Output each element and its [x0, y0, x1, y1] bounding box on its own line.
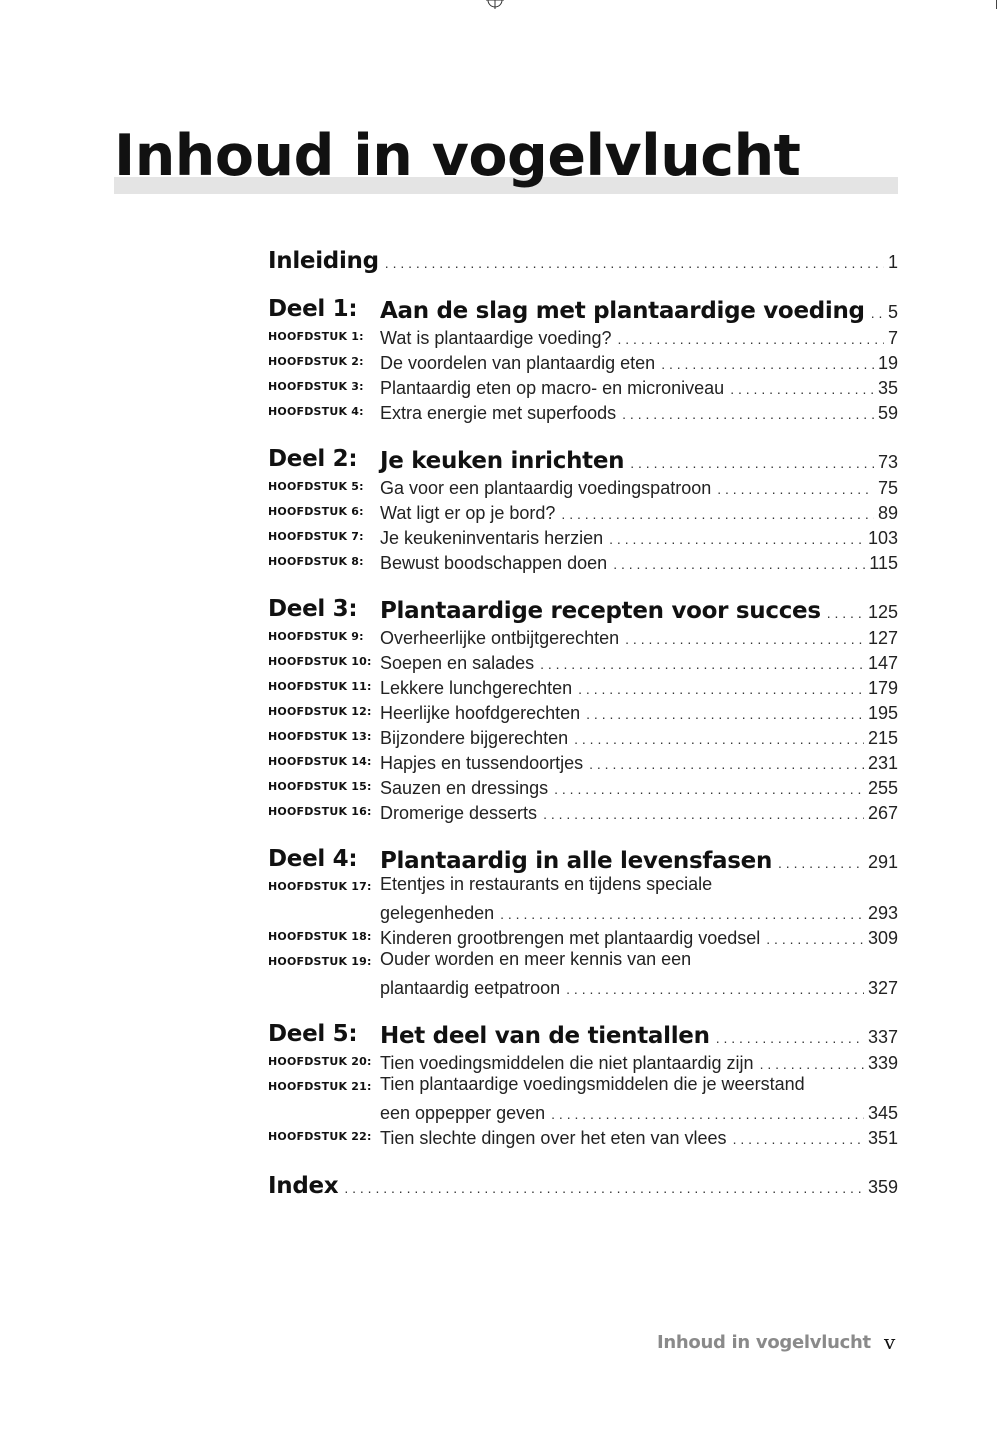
intro-title: Inleiding: [268, 248, 379, 274]
chapter-page: 309: [867, 928, 898, 948]
toc-entry-intro[interactable]: [268, 240, 898, 274]
chapter-title: Bewust boodschappen doen: [380, 553, 608, 573]
page-number: v: [884, 1330, 896, 1354]
chapter-page: 339: [867, 1053, 898, 1073]
chapter-page: 215: [867, 728, 898, 748]
part-page: 73: [877, 452, 898, 472]
toc-entry-index[interactable]: [268, 1165, 898, 1199]
dot-leader: [630, 455, 874, 471]
toc-part-4[interactable]: [268, 840, 898, 874]
chapter-title-cont: plantaardig eetpatroon: [380, 978, 561, 998]
dot-leader: [622, 406, 874, 422]
toc-chapter-14[interactable]: [268, 749, 898, 774]
toc-part-1[interactable]: [268, 290, 898, 324]
chapter-title: Heerlijke hoofdgerechten: [380, 703, 581, 723]
toc-part-2[interactable]: [268, 440, 898, 474]
chapter-page: 255: [867, 778, 898, 798]
chapter-page: 59: [877, 403, 898, 423]
part-page: 291: [867, 852, 898, 872]
chapter-label: HOOFDSTUK 20:: [268, 1055, 372, 1068]
toc-chapter-3[interactable]: [268, 374, 898, 399]
chapter-page: 293: [867, 903, 898, 923]
chapter-page: 89: [877, 503, 898, 523]
toc-chapter-2[interactable]: [268, 349, 898, 374]
chapter-label: HOOFDSTUK 22:: [268, 1130, 372, 1143]
dot-leader: [661, 356, 874, 372]
chapter-label: HOOFDSTUK 4:: [268, 405, 364, 418]
chapter-page: 327: [867, 978, 898, 998]
chapter-label: HOOFDSTUK 13:: [268, 730, 372, 743]
dot-leader: [566, 981, 864, 997]
dot-leader: [766, 931, 864, 947]
chapter-label: HOOFDSTUK 16:: [268, 805, 372, 818]
dot-leader: [778, 855, 864, 871]
chapter-page: 267: [867, 803, 898, 823]
chapter-title: Wat ligt er op je bord?: [380, 503, 556, 523]
part-page: 337: [867, 1027, 898, 1047]
chapter-title: Tien plantaardige voedingsmiddelen die je weerstand: [380, 1074, 805, 1094]
toc-chapter-5[interactable]: [268, 474, 898, 499]
chapter-page: 19: [877, 353, 898, 373]
chapter-page: 115: [869, 553, 898, 573]
toc-part-3[interactable]: [268, 590, 898, 624]
chapter-label: HOOFDSTUK 3:: [268, 380, 364, 393]
toc-chapter-21-cont[interactable]: [268, 1099, 898, 1124]
toc-chapter-20[interactable]: [268, 1049, 898, 1074]
dot-leader: [589, 756, 864, 772]
part-title: Het deel van de tientallen: [380, 1023, 710, 1049]
chapter-label: HOOFDSTUK 10:: [268, 655, 372, 668]
chapter-title: Etentjes in restaurants en tijdens speciale: [380, 874, 713, 894]
chapter-label: HOOFDSTUK 5:: [268, 480, 364, 493]
dot-leader: [561, 506, 874, 522]
dot-leader: [625, 631, 864, 647]
chapter-title: Soepen en salades: [380, 653, 535, 673]
toc-chapter-21[interactable]: [268, 1074, 898, 1099]
dot-leader: [500, 906, 864, 922]
dot-leader: [540, 656, 864, 672]
chapter-title: Overheerlijke ontbijtgerechten: [380, 628, 620, 648]
toc-chapter-15[interactable]: [268, 774, 898, 799]
crop-mark: [996, 0, 997, 9]
dot-leader: [716, 1030, 864, 1046]
chapter-title-cont: een oppepper geven: [380, 1103, 546, 1123]
toc-chapter-8[interactable]: [268, 549, 898, 574]
dot-leader: [344, 1180, 864, 1196]
dot-leader: [617, 331, 884, 347]
chapter-label: HOOFDSTUK 9:: [268, 630, 364, 643]
toc-chapter-19[interactable]: [268, 949, 898, 974]
chapter-page: 345: [867, 1103, 898, 1123]
part-label: Deel 5:: [268, 1021, 358, 1047]
dot-leader: [543, 806, 864, 822]
chapter-page: 127: [867, 628, 898, 648]
chapter-label: HOOFDSTUK 1:: [268, 330, 364, 343]
toc-part-5[interactable]: [268, 1015, 898, 1049]
intro-page: 1: [887, 252, 898, 272]
dot-leader: [554, 781, 864, 797]
toc-chapter-7[interactable]: [268, 524, 898, 549]
chapter-title: Ga voor een plantaardig voedingspatroon: [380, 478, 712, 498]
chapter-page: 195: [867, 703, 898, 723]
chapter-label: HOOFDSTUK 21:: [268, 1080, 372, 1093]
chapter-label: HOOFDSTUK 2:: [268, 355, 364, 368]
dot-leader: [578, 681, 864, 697]
toc-chapter-1[interactable]: [268, 324, 898, 349]
chapter-title: Je keukeninventaris herzien: [380, 528, 604, 548]
toc-chapter-18[interactable]: [268, 924, 898, 949]
part-title: Aan de slag met plantaardige voeding: [380, 298, 865, 324]
toc-chapter-19-cont[interactable]: [268, 974, 898, 999]
chapter-label: HOOFDSTUK 18:: [268, 930, 372, 943]
toc-chapter-6[interactable]: [268, 499, 898, 524]
chapter-title: Hapjes en tussendoortjes: [380, 753, 584, 773]
part-label: Deel 3:: [268, 596, 358, 622]
toc-chapter-10[interactable]: [268, 649, 898, 674]
dot-leader: [717, 481, 874, 497]
toc-chapter-17[interactable]: [268, 874, 898, 899]
chapter-label: HOOFDSTUK 6:: [268, 505, 364, 518]
chapter-title: Plantaardig eten op macro- en microniveau: [380, 378, 725, 398]
index-title: Index: [268, 1173, 339, 1199]
part-label: Deel 4:: [268, 846, 358, 872]
chapter-page: 75: [877, 478, 898, 498]
chapter-label: HOOFDSTUK 15:: [268, 780, 372, 793]
chapter-page: 231: [867, 753, 898, 773]
chapter-title: Bijzondere bijgerechten: [380, 728, 569, 748]
chapter-title: Lekkere lunchgerechten: [380, 678, 573, 698]
toc-chapter-9[interactable]: [268, 624, 898, 649]
dot-leader: [733, 1131, 864, 1147]
toc-chapter-17-cont[interactable]: [268, 899, 898, 924]
toc-chapter-22[interactable]: [268, 1124, 898, 1149]
chapter-title: Kinderen grootbrengen met plantaardig voedsel: [380, 928, 761, 948]
dot-leader: [551, 1106, 864, 1122]
chapter-page: 351: [867, 1128, 898, 1148]
dot-leader: [586, 706, 864, 722]
part-page: 125: [867, 602, 898, 622]
part-label: Deel 2:: [268, 446, 358, 472]
chapter-label: HOOFDSTUK 8:: [268, 555, 364, 568]
chapter-title: Wat is plantaardige voeding?: [380, 328, 612, 348]
dot-leader: [613, 556, 865, 572]
dot-leader: [871, 305, 884, 321]
part-page: 5: [887, 302, 898, 322]
chapter-title: Ouder worden en meer kennis van een: [380, 949, 692, 969]
toc-chapter-4[interactable]: [268, 399, 898, 424]
chapter-label: HOOFDSTUK 14:: [268, 755, 372, 768]
part-title: Je keuken inrichten: [380, 448, 625, 474]
dot-leader: [827, 605, 864, 621]
chapter-title: De voordelen van plantaardig eten: [380, 353, 656, 373]
chapter-title: Sauzen en dressings: [380, 778, 549, 798]
chapter-page: 103: [867, 528, 898, 548]
chapter-title-cont: gelegenheden: [380, 903, 495, 923]
chapter-page: 7: [887, 328, 898, 348]
chapter-title: Tien voedingsmiddelen die niet plantaardig zijn: [380, 1053, 754, 1073]
registration-mark-icon: [486, 0, 504, 9]
page-title: Inhoud in vogelvlucht: [114, 123, 801, 189]
chapter-label: HOOFDSTUK 11:: [268, 680, 372, 693]
toc-chapter-12[interactable]: [268, 699, 898, 724]
chapter-page: 35: [877, 378, 898, 398]
chapter-label: HOOFDSTUK 19:: [268, 955, 372, 968]
toc-chapter-13[interactable]: [268, 724, 898, 749]
chapter-label: HOOFDSTUK 7:: [268, 530, 364, 543]
part-title: Plantaardige recepten voor succes: [380, 598, 821, 624]
chapter-label: HOOFDSTUK 17:: [268, 880, 372, 893]
toc-chapter-11[interactable]: [268, 674, 898, 699]
dot-leader: [730, 381, 874, 397]
chapter-page: 179: [867, 678, 898, 698]
chapter-title: Extra energie met superfoods: [380, 403, 617, 423]
running-footer-title: Inhoud in vogelvlucht: [657, 1332, 871, 1353]
chapter-title: Dromerige desserts: [380, 803, 538, 823]
index-page: 359: [867, 1177, 898, 1197]
dot-leader: [609, 531, 864, 547]
dot-leader: [760, 1056, 864, 1072]
part-label: Deel 1:: [268, 296, 358, 322]
toc-chapter-16[interactable]: [268, 799, 898, 824]
chapter-title: Tien slechte dingen over het eten van vlees: [380, 1128, 727, 1148]
part-title: Plantaardig in alle levensfasen: [380, 848, 773, 874]
chapter-label: HOOFDSTUK 12:: [268, 705, 372, 718]
dot-leader: [385, 255, 884, 271]
chapter-page: 147: [867, 653, 898, 673]
dot-leader: [574, 731, 864, 747]
